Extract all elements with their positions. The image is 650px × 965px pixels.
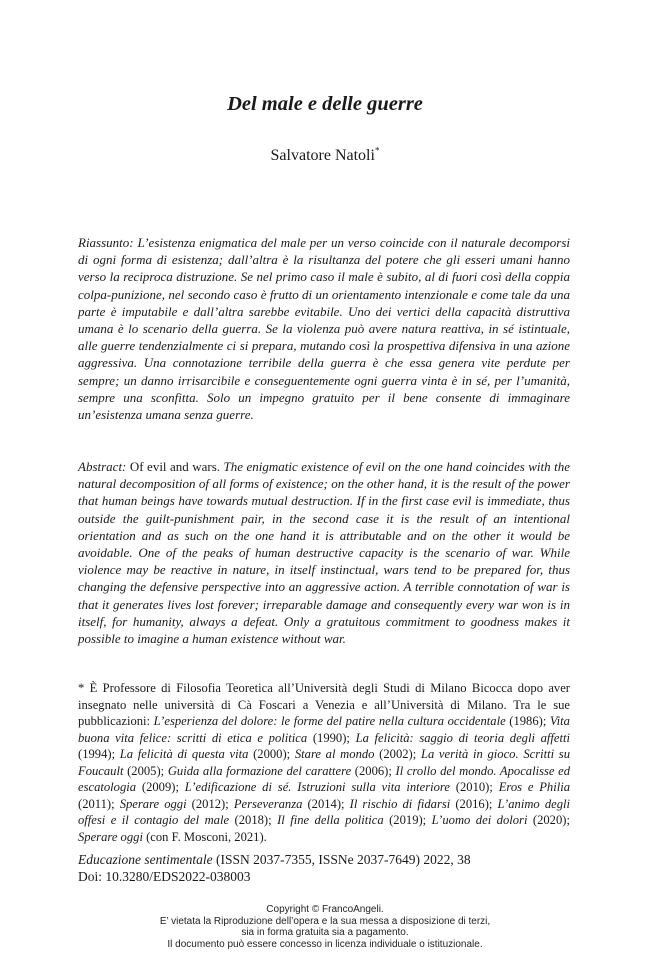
publication-year: (2005); xyxy=(123,763,168,778)
riassunto-label: Riassunto: xyxy=(78,235,134,250)
riassunto-text: L’esistenza enigmatica del male per un verso coincide con il naturale decomporsi di ogni forma di esistenza; dall’altra è la risultanza del potere che gli esseri umani hanno verso la reciproca distruzione. Se nel primo caso il male è subito, al di fuori così della coppia colpa-punizione, nel secondo caso è frutto di un orientamento intenzionale e come tale da una parte è imputabile e dall’altra sarebbe evitabile. Uno dei vertici della capacità distruttiva umana è lo scenario della guerra. Se la violenza può avere natura reattiva, in sé istintuale, alle guerre tendenzialmente ci si prepara, mutando così la prospettiva difensiva in una azione aggressiva. Una connotazione terribile della guerra è che essa genera vite perdute per sempre; un danno irrisarcibile e conseguentemente ogni guerra vinta è in sé, per l’umanità, sempre una sconfitta. Solo un impegno gratuito per il bene consente di immaginare un’esistenza umana senza guerre. xyxy=(78,235,570,423)
abstract-paragraph xyxy=(78,458,570,647)
publication-title: Sperare oggi xyxy=(78,829,143,844)
publication-title: La felicità: saggio di teoria degli affetti xyxy=(355,730,571,745)
publication-year: (2016); xyxy=(450,796,498,811)
publication-title: Il crollo del mondo. Apocalisse ed escatologia xyxy=(78,763,571,794)
publication-year: (2019); xyxy=(383,813,432,827)
publication-year: (2018); xyxy=(229,813,278,827)
publication-year: (2009); xyxy=(136,780,185,794)
publication-year: (2002); xyxy=(374,747,421,761)
publication-title: La verità in gioco. Scritti su Foucault xyxy=(78,747,570,778)
publication-title: L’esperienza del dolore: le forme del patire nella cultura occidentale xyxy=(153,714,506,728)
publication-title: Il rischio di fidarsi xyxy=(349,796,451,811)
publication-title: Stare al mondo xyxy=(294,747,375,761)
author-footnote xyxy=(78,680,570,845)
publication-title: L’edificazione di sé. Istruzioni sulla vita interiore xyxy=(184,780,450,794)
copyright-notice xyxy=(0,904,650,950)
publication-title: L’uomo dei dolori xyxy=(431,813,528,827)
publication-title: Perseveranza xyxy=(233,796,303,811)
publication-year: (con F. Mosconi, 2021). xyxy=(142,829,267,844)
publication-title: Sperare oggi xyxy=(119,796,187,811)
copyright-line: E’ vietata la Riproduzione dell’opera e la sua messa a disposizione di terzi, xyxy=(159,915,491,927)
riassunto-paragraph xyxy=(78,234,570,423)
footnote-intro: È Professore di Filosofia Teoretica all’Università degli Studi di Milano Bicocca dopo aver insegnato nelle università di Cà Foscari a Venezia e all’Università di Milano. Tra le sue pubblicazioni: xyxy=(78,681,570,728)
publication-year: (2020); xyxy=(527,813,570,827)
publication-title: Eros e Philia xyxy=(498,780,571,794)
publication-title: Vita buona vita felice: scritti di etica e politica xyxy=(78,714,570,745)
journal-doi[interactable]: Doi: 10.3280/EDS2022-038003 xyxy=(78,869,251,884)
publication-title: Il fine della politica xyxy=(277,813,384,827)
copyright-line: Il documento può essere concesso in licenza individuale o istituzionale. xyxy=(167,938,483,950)
publication-year: (2006); xyxy=(351,763,396,778)
publication-year: (1990); xyxy=(307,730,356,745)
publication-year: (2000); xyxy=(248,747,295,761)
publication-year: (2011); xyxy=(78,796,120,811)
author-line xyxy=(0,147,650,165)
abstract-english-title: Of evil and wars. xyxy=(126,459,221,474)
publication-year: (1994); xyxy=(78,747,120,761)
journal-issn: (ISSN 2037-7355, ISSNe 2037-7649) 2022, 38 xyxy=(212,852,471,867)
publication-title: La felicità di questa vita xyxy=(119,747,249,761)
author-footnote-marker[interactable]: * xyxy=(374,145,380,156)
journal-info xyxy=(78,851,570,885)
publication-year: (2010); xyxy=(449,780,499,794)
footnote-marker: * xyxy=(78,681,85,695)
publication-title: Guida alla formazione del carattere xyxy=(167,763,352,778)
publication-year: (2014); xyxy=(302,796,350,811)
journal-name[interactable]: Educazione sentimentale xyxy=(78,852,213,867)
publication-list xyxy=(78,714,570,844)
abstract-text: The enigmatic existence of evil on the one hand coincides with the natural decomposition of all forms of existence; on the other hand, it is the result of the power that human beings have towards mutual destruction. If in the first case evil is immediate, thus outside the guilt-punishment pair, in the second case it is the result of an intentional orientation and as such on the one hand it is attributable and on the other it would be avoidable. One of the peaks of human destructive capacity is the scenario of war. While violence may be reactive in nature, in itself instinctual, wars tend to be prepared for, thus changing the defensive perspective into an aggressive action. A terrible connotation of war is that it generates lives lost forever; irreparable damage and consequently every war won is in itself, for humanity, always a defeat. Only a gratuitous commitment to goodness makes it possible to imagine a human existence without war. xyxy=(78,459,571,647)
publication-year: (1986); xyxy=(505,714,550,728)
abstract-label: Abstract: xyxy=(78,459,127,474)
article-title: Del male e delle guerre xyxy=(227,93,423,115)
copyright-line: Copyright © FrancoAngeli. xyxy=(266,904,384,915)
publication-year: (2012); xyxy=(186,796,234,811)
copyright-line: sia in forma gratuita sia a pagamento. xyxy=(241,927,409,939)
publication-title: L’animo degli offesi e il contagio del male xyxy=(78,796,570,827)
author-name: Salvatore Natoli xyxy=(270,147,375,164)
